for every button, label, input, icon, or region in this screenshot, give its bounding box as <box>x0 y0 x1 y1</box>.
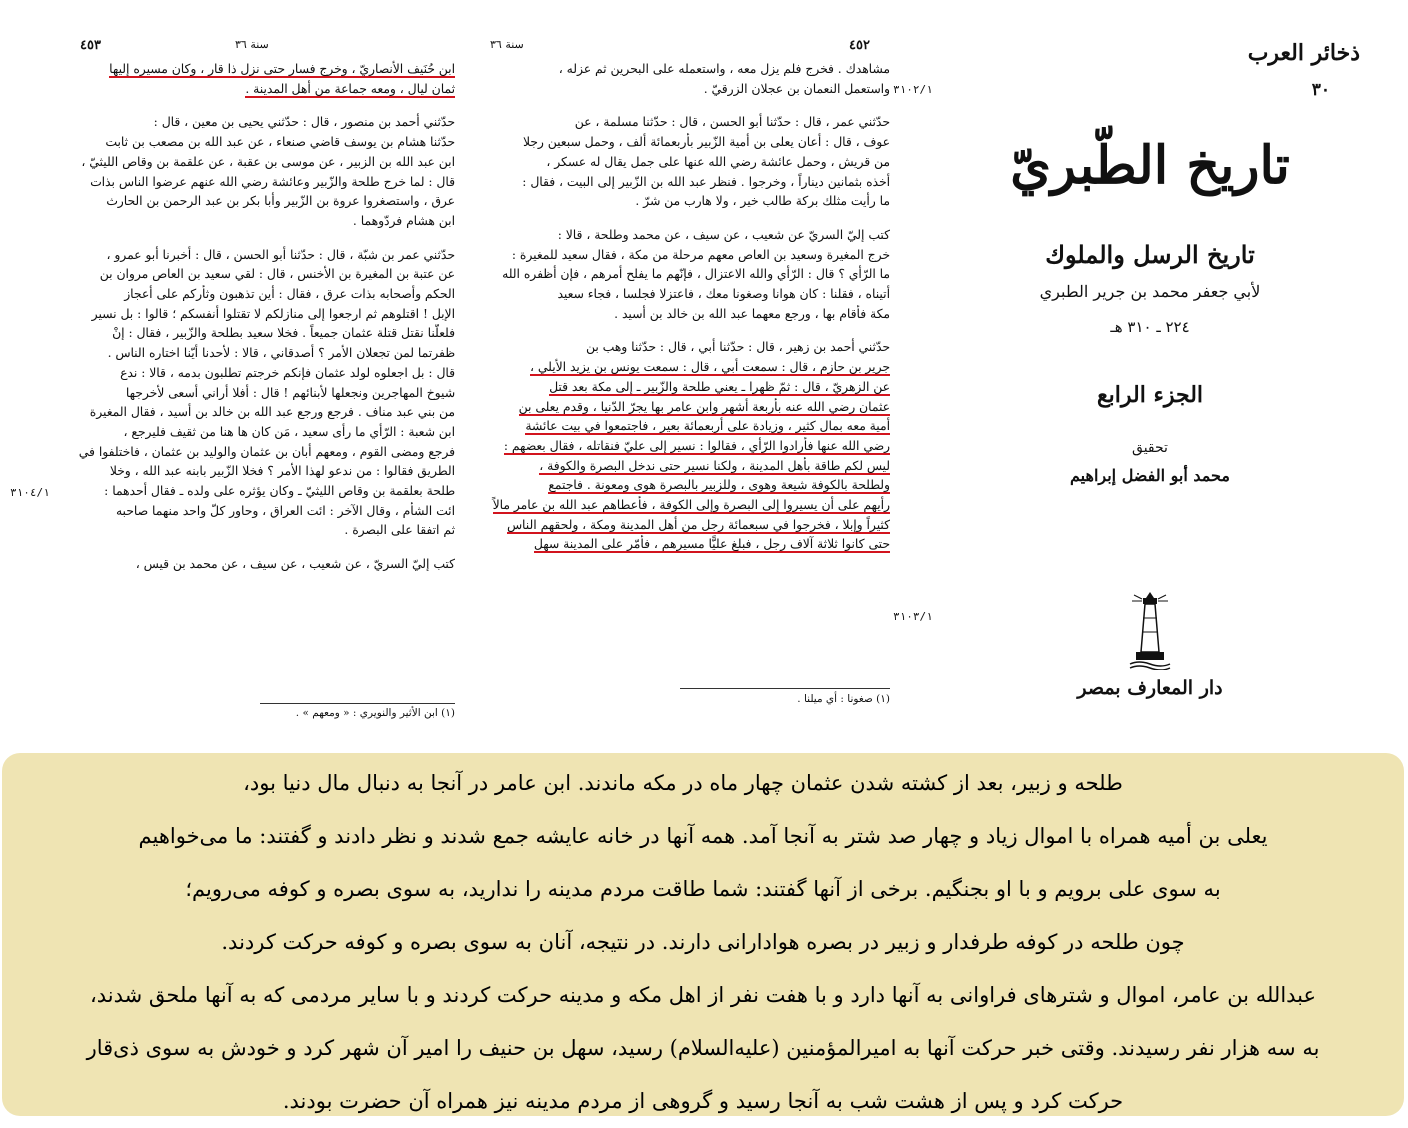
underlined-text: ابن حُنَيف الأنصاريّ ، وخرج فسار حتى نزل ذا قار ، وكان مسيره إليها <box>109 62 455 76</box>
footnote: (١) صغونا : أي ميلنا . <box>797 693 890 705</box>
text-line <box>490 476 890 496</box>
text-line <box>490 80 890 100</box>
line-text: شيوخ المهاجرين ونجعلها لأبنائهم ! قال : أفلا أراني أسعى لأخرجها <box>125 385 455 400</box>
line-text: طلحة بعلقمة بن وقاص الليثيّ ـ وكان يؤثره على ولده ـ فقال أحدهما : <box>104 484 455 499</box>
text-line <box>490 417 890 437</box>
line-text: من قريش ، وحمل عائشة رضي الله عنها على جمل يقال له عسكر ، <box>546 154 890 169</box>
publisher-name: دار المعارف بمصر <box>1077 677 1223 699</box>
margin-reference: ٣١٠٣/١ <box>893 610 933 623</box>
line-text: قال : لما خرج طلحة والزّبير وعائشة رضي الله عنهم عرضوا الناس بذات <box>90 174 455 189</box>
line-text: الإبل ! اقتلوهم ثم ارجعوا إلى منازلكم لا تقتلوا أنفسكم ؛ قالوا : بل نسير <box>91 306 455 321</box>
text-line <box>60 246 455 266</box>
year-label: سنة ٣٦ <box>490 38 524 51</box>
line-text: حدّثني عمر ، قال : حدّثنا أبو الحسن ، قال : حدّثنا مسلمة ، عن <box>574 115 890 130</box>
translation-line: به سوی علی برویم و با او بجنگیم. برخی از آنها گفتند: شما طاقت مردم مدینه را ندارید، به سوی بصره و کوفه می‌رویم؛ <box>185 877 1221 901</box>
underlined-text: عثمان رضي الله عنه بأربعة أشهر وابن عامر بها يجرّ الدّنيا ، وقدم يعلى بن <box>518 399 890 414</box>
underlined-text: جرير بن حازم ، قال : سمعت أبي ، قال : سمعت يونس بن يزيد الأيلي ، <box>530 360 890 375</box>
line-text: حدّثني أحمد بن منصور ، قال : حدّثني يحيى بن معين ، قال : <box>153 115 455 130</box>
line-text: ما الرّأي ؟ قال : الرّأي والله الاعتزال ، فإنّهم ما يفلح أمرهم ، فإن أظفره الله <box>502 267 890 282</box>
text-line <box>60 521 455 541</box>
page-number: ٤٥٣ <box>80 38 101 53</box>
year-label: سنة ٣٦ <box>235 38 269 51</box>
text-line <box>60 173 455 193</box>
line-text: أخذه بثمانين ديناراً ، وخرجوا . فنظر عبد الله بن الزّبير إلى البيت ، فقال : <box>522 174 890 189</box>
text-line <box>490 338 890 358</box>
text-line <box>490 265 890 285</box>
line-text: ابن عبد الله بن الزبير ، عن موسى بن عقبة ، عن علقمة بن وقاص الليثيّ ، <box>81 154 455 169</box>
translation-line: طلحه و زبیر، بعد از کشته شدن عثمان چهار ماه در مکه ماندند. ابن عامر در آنجا به دنبال مال دنیا بود، <box>243 771 1123 795</box>
text-line <box>60 60 455 80</box>
text-line <box>60 153 455 173</box>
text-line <box>490 192 890 212</box>
underlined-text: كثيراً وإبلا ، فخرجوا في سبعمائة رجل من أهل المدينة ومكة ، ولحقهم الناس <box>507 517 890 532</box>
author-name: لأبي جعفر محمد بن جرير الطبري <box>1039 282 1261 301</box>
text-line <box>490 378 890 398</box>
series-number: ٣٠ <box>1311 80 1330 100</box>
line-text: واستعمل النعمان بن عجلان الزرقيّ . <box>703 81 890 96</box>
text-line <box>490 305 890 325</box>
line-text: ابن هشام فردّوهما . <box>352 213 455 228</box>
text-line <box>490 133 890 153</box>
text-line <box>60 462 455 482</box>
text-line <box>60 192 455 212</box>
text-line <box>490 226 890 246</box>
editor-name: محمد أبو الفضل إبراهيم <box>1070 466 1230 485</box>
text-line <box>490 457 890 477</box>
text-line <box>60 443 455 463</box>
paragraph-gap <box>60 541 455 555</box>
text-line <box>60 555 455 575</box>
underlined-text: عن الزهريّ ، قال : ثمّ ظهرا ـ يعني طلحة والزّبير ـ إلى مكة بعد قتل <box>549 379 890 394</box>
text-line <box>490 246 890 266</box>
page-header <box>490 38 890 56</box>
underlined-text: حتى كانوا ثلاثة آلاف رجل ، فبلغ عليًّا مسيرهم ، فأمّر على المدينة سهل <box>533 537 890 552</box>
line-text: ثم اتفقا على البصرة . <box>344 523 455 538</box>
text-line <box>60 344 455 364</box>
text-line <box>60 113 455 133</box>
underlined-text: رضي الله عنها فأرادوا الرّأي ، فقالوا : نسير إلى عليّ فنقاتله ، فقال بعضهم : <box>503 438 890 453</box>
text-line <box>60 80 455 100</box>
line-text: حدّثني عمر بن شبّة ، قال : حدّثنا أبو الحسن ، قال : أخبرنا أبو عمرو ، <box>106 247 455 262</box>
text-line <box>490 398 890 418</box>
paragraph-gap <box>490 212 890 226</box>
text-line <box>60 305 455 325</box>
line-text: من بني عبد مناف . فرجع ورجع عبد الله بن خالد بن أسيد ، فقال المغيرة <box>89 405 455 420</box>
underlined-text: ولطلحة بالكوفة شيعة وهوى ، وللزبير بالبصرة هوى ومعونة . فاجتمع <box>548 478 890 493</box>
persian-translation-box <box>2 753 1404 1116</box>
line-text: عن عتبة بن المغيرة بن الأخنس ، قال : لقي سعيد بن العاص مروان بن <box>99 267 455 282</box>
line-text: حدّثنا هشام بن يوسف قاضي صنعاء ، عن عبد الله بن مصعب بن ثابت <box>105 135 455 150</box>
text-line <box>60 502 455 522</box>
line-text: ائت الشأم ، وقال الآخر : ائت العراق ، وحاور كلّ واحد منهما صاحبه <box>115 503 455 518</box>
page-text <box>490 60 890 555</box>
tahqiq-label: تحقيق <box>1132 440 1168 456</box>
series-title: ذخائر العرب <box>1247 40 1360 66</box>
translation-line: یعلی بن أمیه همراه با اموال زیاد و چهار صد شتر به آنجا آمد. همه آنها در خانه عایشه جمع شدند و نظر دادند و گفتند: ما می‌خواهیم <box>138 824 1268 848</box>
translation-line: به سه هزار نفر رسیدند. وقتی خبر حرکت آنها به امیرالمؤمنین (علیه‌السلام) رسید، سهل بن حنیف را امیر آن شهر کرد و خودش به سوی ذی‌قار <box>86 1036 1320 1060</box>
text-line <box>60 423 455 443</box>
line-text: قال : بل اجعلوه لولد عثمان فإنكم خرجتم تطلبون بدمه ، قالا : ندع <box>120 365 455 380</box>
translation-line: حرکت کرد و پس از هشت شب به آنجا رسید و گروهی از مردم مدینه نیز همراه آن حضرت بودند. <box>282 1089 1124 1113</box>
text-line <box>60 285 455 305</box>
text-line <box>490 535 890 555</box>
line-text: ابن شعبة : الرّأي ما رأى سعيد ، مَن كان ها هنا من ثقيف فليرجع ، <box>123 424 455 439</box>
page-number: ٤٥٢ <box>849 38 870 53</box>
text-line <box>490 516 890 536</box>
paragraph-gap <box>60 99 455 113</box>
book-page-452 <box>490 0 890 745</box>
line-text: عوف ، قال : أعان يعلى بن أمية الزّبير بأربعمائة ألف ، وحمل سبعين رجلا <box>522 135 890 150</box>
line-text: فلعلّنا نقتل قتلة عثمان جميعاً . فخلا سعيد بطلحة والزّبير ، فقال : إنْ <box>112 326 455 341</box>
line-text: الحكم وأصحابه بذات عرق ، فقال : أين تذهبون وثأركم على أعجاز <box>124 287 455 302</box>
text-line <box>490 358 890 378</box>
line-text: الطريق فقالوا : من ندعو لهذا الأمر ؟ فخلا الزّبير بابنه عبد الله ، وخلا <box>109 464 455 479</box>
lighthouse-logo-icon <box>1128 590 1172 670</box>
part-label: الجزء الرابع <box>1096 382 1204 408</box>
text-line <box>60 133 455 153</box>
paragraph-gap <box>490 99 890 113</box>
text-line <box>490 153 890 173</box>
text-line <box>490 285 890 305</box>
text-line <box>60 364 455 384</box>
text-line <box>60 384 455 404</box>
text-line <box>490 173 890 193</box>
underlined-text: ليس لكم طاقة بأهل المدينة ، ولكنا نسير حتى ندخل البصرة والكوفة ، <box>539 458 890 473</box>
line-text: عرق ، واستصغروا عروة بن الزّبير وأبا بكر بن عبد الرحمن بن الحارث <box>106 194 455 209</box>
line-text: كتب إليّ السريّ عن شعيب ، عن سيف ، عن محمد وطلحة ، قالا : <box>557 227 890 242</box>
line-text: ظفرتما لمن تجعلان الأمر ؟ أصدقاني ، قالا : لأحدنا أيّنا اختاره الناس . <box>107 346 455 361</box>
text-line <box>490 113 890 133</box>
line-text: فرجع ومضى القوم ، ومعهم أبان بن عثمان والوليد بن عثمان ، فاختلفوا في <box>78 444 455 459</box>
line-text: أتيناه ، فقلنا : كان هوانا وصغونا معك ، فاعتزلا فجلسا ، فجاء سعيد <box>557 287 890 302</box>
text-line <box>60 212 455 232</box>
author-dates: ٢٢٤ ـ ٣١٠ هـ <box>1110 318 1190 336</box>
text-line <box>490 437 890 457</box>
line-text: خرج المغيرة وسعيد بن العاص معهم مرحلة من مكة ، فقال سعيد للمغيرة : <box>511 247 890 262</box>
text-line <box>60 403 455 423</box>
paragraph-gap <box>60 232 455 246</box>
translation-line: عبدالله بن عامر، اموال و شترهای فراوانی به آنها دارد و با هفت نفر از اهل مکه و مدینه حرکت کردند و با سایر مردمی که به آنها ملحق شدند، <box>89 983 1317 1007</box>
footnote: (١) ابن الأثير والنويري : « ومعهم » . <box>295 707 455 719</box>
line-text: ما رأيت مثلك بركة طالب خير ، ولا هارب من شرّ . <box>635 194 890 209</box>
text-line <box>60 482 455 502</box>
book-subtitle: تاريخ الرسل والملوك <box>1045 240 1255 269</box>
underlined-text: أمية معه بمال كثير ، وزيادة على أربعمائة بعير ، فاجتمعوا في بيت عائشة <box>525 419 890 434</box>
page-text <box>60 60 455 575</box>
margin-reference: ٣١٠٤/١ <box>10 486 50 499</box>
line-text: حدّثني أحمد بن زهير ، قال : حدّثنا أبي ، قال : حدّثنا وهب بن <box>585 340 890 355</box>
translation-line: چون طلحه در کوفه طرفدار و زبیر در بصره هوادارانی دارند. در نتیجه، آنان به سوی بصره و کوفه حرکت کردند. <box>221 930 1185 954</box>
margin-reference: ٣١٠٢/١ <box>893 83 933 96</box>
text-line <box>490 496 890 516</box>
footnote-rule <box>680 688 890 689</box>
text-line <box>60 324 455 344</box>
footnote-rule <box>260 703 455 704</box>
title-page <box>980 0 1400 745</box>
underlined-text: ثمان ليال ، ومعه جماعة من أهل المدينة . <box>245 81 455 96</box>
line-text: كتب إليّ السريّ ، عن شعيب ، عن سيف ، عن محمد بن قيس ، <box>135 557 455 572</box>
text-line <box>490 60 890 80</box>
book-title: تاريخ الطّبريّ <box>1010 135 1290 196</box>
line-text: مشاهدك . فخرج فلم يزل معه ، واستعمله على البحرين ثم عزله ، <box>558 62 890 76</box>
line-text: مكة فأقام بها ، ورجع معهما عبد الله بن خالد بن أسيد . <box>614 306 890 321</box>
book-page-453 <box>60 0 455 745</box>
page-header <box>60 38 455 56</box>
underlined-text: رأيهم على أن يسيروا إلى البصرة وإلى الكوفة ، فأعطاهم عبد الله بن عامر مالاً <box>492 498 890 513</box>
text-line <box>60 265 455 285</box>
paragraph-gap <box>490 324 890 338</box>
